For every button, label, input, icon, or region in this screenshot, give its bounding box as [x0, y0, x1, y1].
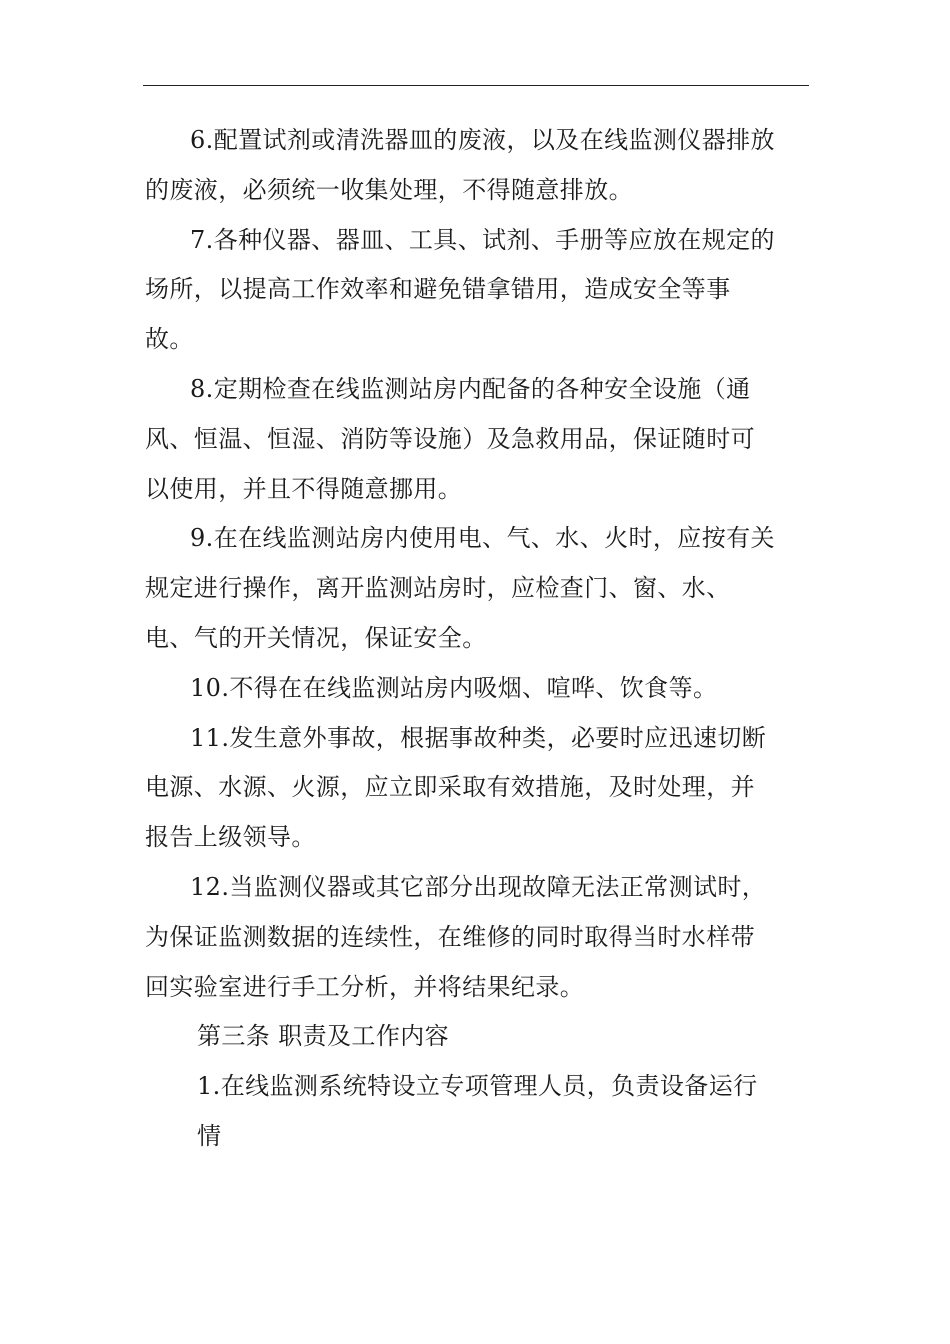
- paragraph-9-line-2: 规定进行操作，离开监测站房时，应检查门、窗、水、: [145, 574, 731, 603]
- paragraph-7-line-1: 7.各种仪器、器皿、工具、试剂、手册等应放在规定的: [190, 225, 775, 254]
- section-item-1-line-1: 1.在线监测系统特设立专项管理人员，负责设备运行: [197, 1072, 758, 1101]
- paragraph-6-line-1: 6.配置试剂或清洗器皿的废液，以及在线监测仪器排放: [190, 126, 775, 154]
- paragraph-10-line-1: 10.不得在在线监测站房内吸烟、喧哗、饮食等。: [190, 673, 718, 702]
- paragraph-9-line-1: 9.在在线监测站房内使用电、气、水、火时，应按有关: [190, 524, 775, 553]
- section-heading: 第三条 职责及工作内容: [197, 1022, 450, 1051]
- paragraph-7-line-3: 故。: [145, 325, 194, 354]
- paragraph-7-line-2: 场所，以提高工作效率和避免错拿错用，造成安全等事: [145, 275, 731, 304]
- paragraph-11-line-1: 11.发生意外事故，根据事故种类，必要时应迅速切断: [190, 723, 767, 752]
- paragraph-11-line-3: 报告上级领导。: [145, 823, 316, 852]
- section-item-1-line-2: 情: [197, 1121, 222, 1150]
- paragraph-8-line-1: 8.定期检查在线监测站房内配备的各种安全设施（通: [190, 374, 751, 403]
- paragraph-11-line-2: 电源、水源、火源，应立即采取有效措施，及时处理，并: [145, 773, 755, 802]
- paragraph-12-line-1: 12.当监测仪器或其它部分出现故障无法正常测试时，: [190, 872, 767, 901]
- header-rule: [143, 85, 809, 86]
- paragraph-8-line-3: 以使用，并且不得随意挪用。: [145, 474, 463, 503]
- paragraph-12-line-2: 为保证监测数据的连续性，在维修的同时取得当时水样带: [145, 922, 755, 951]
- paragraph-6-line-2: 的废液，必须统一收集处理，不得随意排放。: [145, 175, 633, 204]
- document-body: [145, 116, 809, 1162]
- paragraph-12-line-3: 回实验室进行手工分析，并将结果纪录。: [145, 972, 585, 1001]
- paragraph-8-line-2: 风、恒温、恒湿、消防等设施）及急救用品，保证随时可: [145, 424, 755, 453]
- paragraph-9-line-3: 电、气的开关情况，保证安全。: [145, 623, 487, 652]
